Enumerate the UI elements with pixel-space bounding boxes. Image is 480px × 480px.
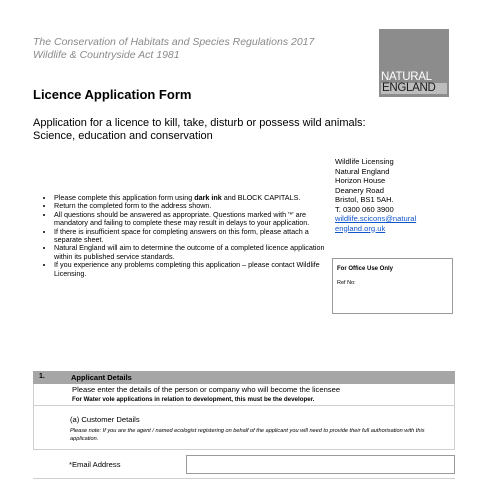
section-number: 1. bbox=[39, 373, 45, 380]
agent-note: Please note: If you are the agent / named ecologist registering on behalf of the applicant you will need to provide their full authorisation with this application. bbox=[70, 428, 425, 442]
instruction-item: • Natural England will aim to determine the outcome of a completed licence application within its published service standards. bbox=[54, 244, 334, 261]
address-line: Bristol, BS1 5AH. bbox=[335, 195, 394, 204]
address-line: Natural England bbox=[335, 166, 390, 176]
email-label: *Email Address bbox=[69, 460, 121, 469]
divider bbox=[33, 478, 455, 479]
email-link[interactable]: wildlife.scicons@natural england.org.uk bbox=[335, 214, 417, 233]
instruction-item: • Please complete this application form using dark ink and BLOCK CAPITALS. bbox=[54, 194, 334, 202]
legislation-line-1: The Conservation of Habitats and Species Regulations 2017 bbox=[33, 36, 315, 48]
address-line: Wildlife Licensing bbox=[335, 157, 394, 166]
customer-details-block bbox=[33, 406, 455, 450]
address-line: Deanery Road bbox=[335, 185, 384, 195]
logo-line-1: NATURAL bbox=[381, 71, 432, 83]
office-use-title: For Office Use Only bbox=[337, 266, 394, 272]
section-header bbox=[33, 371, 455, 384]
email-field[interactable] bbox=[186, 455, 455, 474]
office-use-box bbox=[332, 258, 453, 314]
section-instruction: Please enter the details of the person or company who will become the licensee bbox=[72, 385, 341, 394]
instruction-item: • Return the completed form to the address shown. bbox=[54, 202, 334, 210]
logo-line-2: ENGLAND bbox=[381, 83, 447, 94]
instructions-list bbox=[40, 194, 334, 278]
legislation-header bbox=[33, 36, 314, 62]
instruction-item: • If there is insufficient space for completing answers on this form, please attach a separate sheet. bbox=[54, 228, 334, 245]
contact-address bbox=[335, 157, 445, 233]
instruction-item: • If you experience any problems completing this application – please contact Wildlife Licensing. bbox=[54, 261, 334, 278]
instruction-item: • All questions should be answered as appropriate. Questions marked with '*' are mandatory and failing to complete these may result in delays to your application. bbox=[54, 211, 334, 228]
legislation-line-2: Wildlife & Countryside Act 1981 bbox=[33, 49, 180, 61]
page-subtitle: Application for a licence to kill, take, disturb or possess wild animals: Science, education and conservation bbox=[33, 117, 366, 142]
section-description bbox=[33, 384, 455, 406]
page-title: Licence Application Form bbox=[33, 87, 192, 102]
natural-england-logo bbox=[379, 29, 449, 97]
address-line: Horizon House bbox=[335, 176, 386, 185]
section-water-vole-note: For Water vole applications in relation to development, this must be the developer. bbox=[72, 396, 315, 403]
office-use-ref-label: Ref No: bbox=[337, 280, 356, 286]
section-title: Applicant Details bbox=[71, 373, 132, 382]
phone-number: T. 0300 060 3900 bbox=[335, 204, 394, 214]
customer-details-title: (a) Customer Details bbox=[70, 415, 140, 424]
